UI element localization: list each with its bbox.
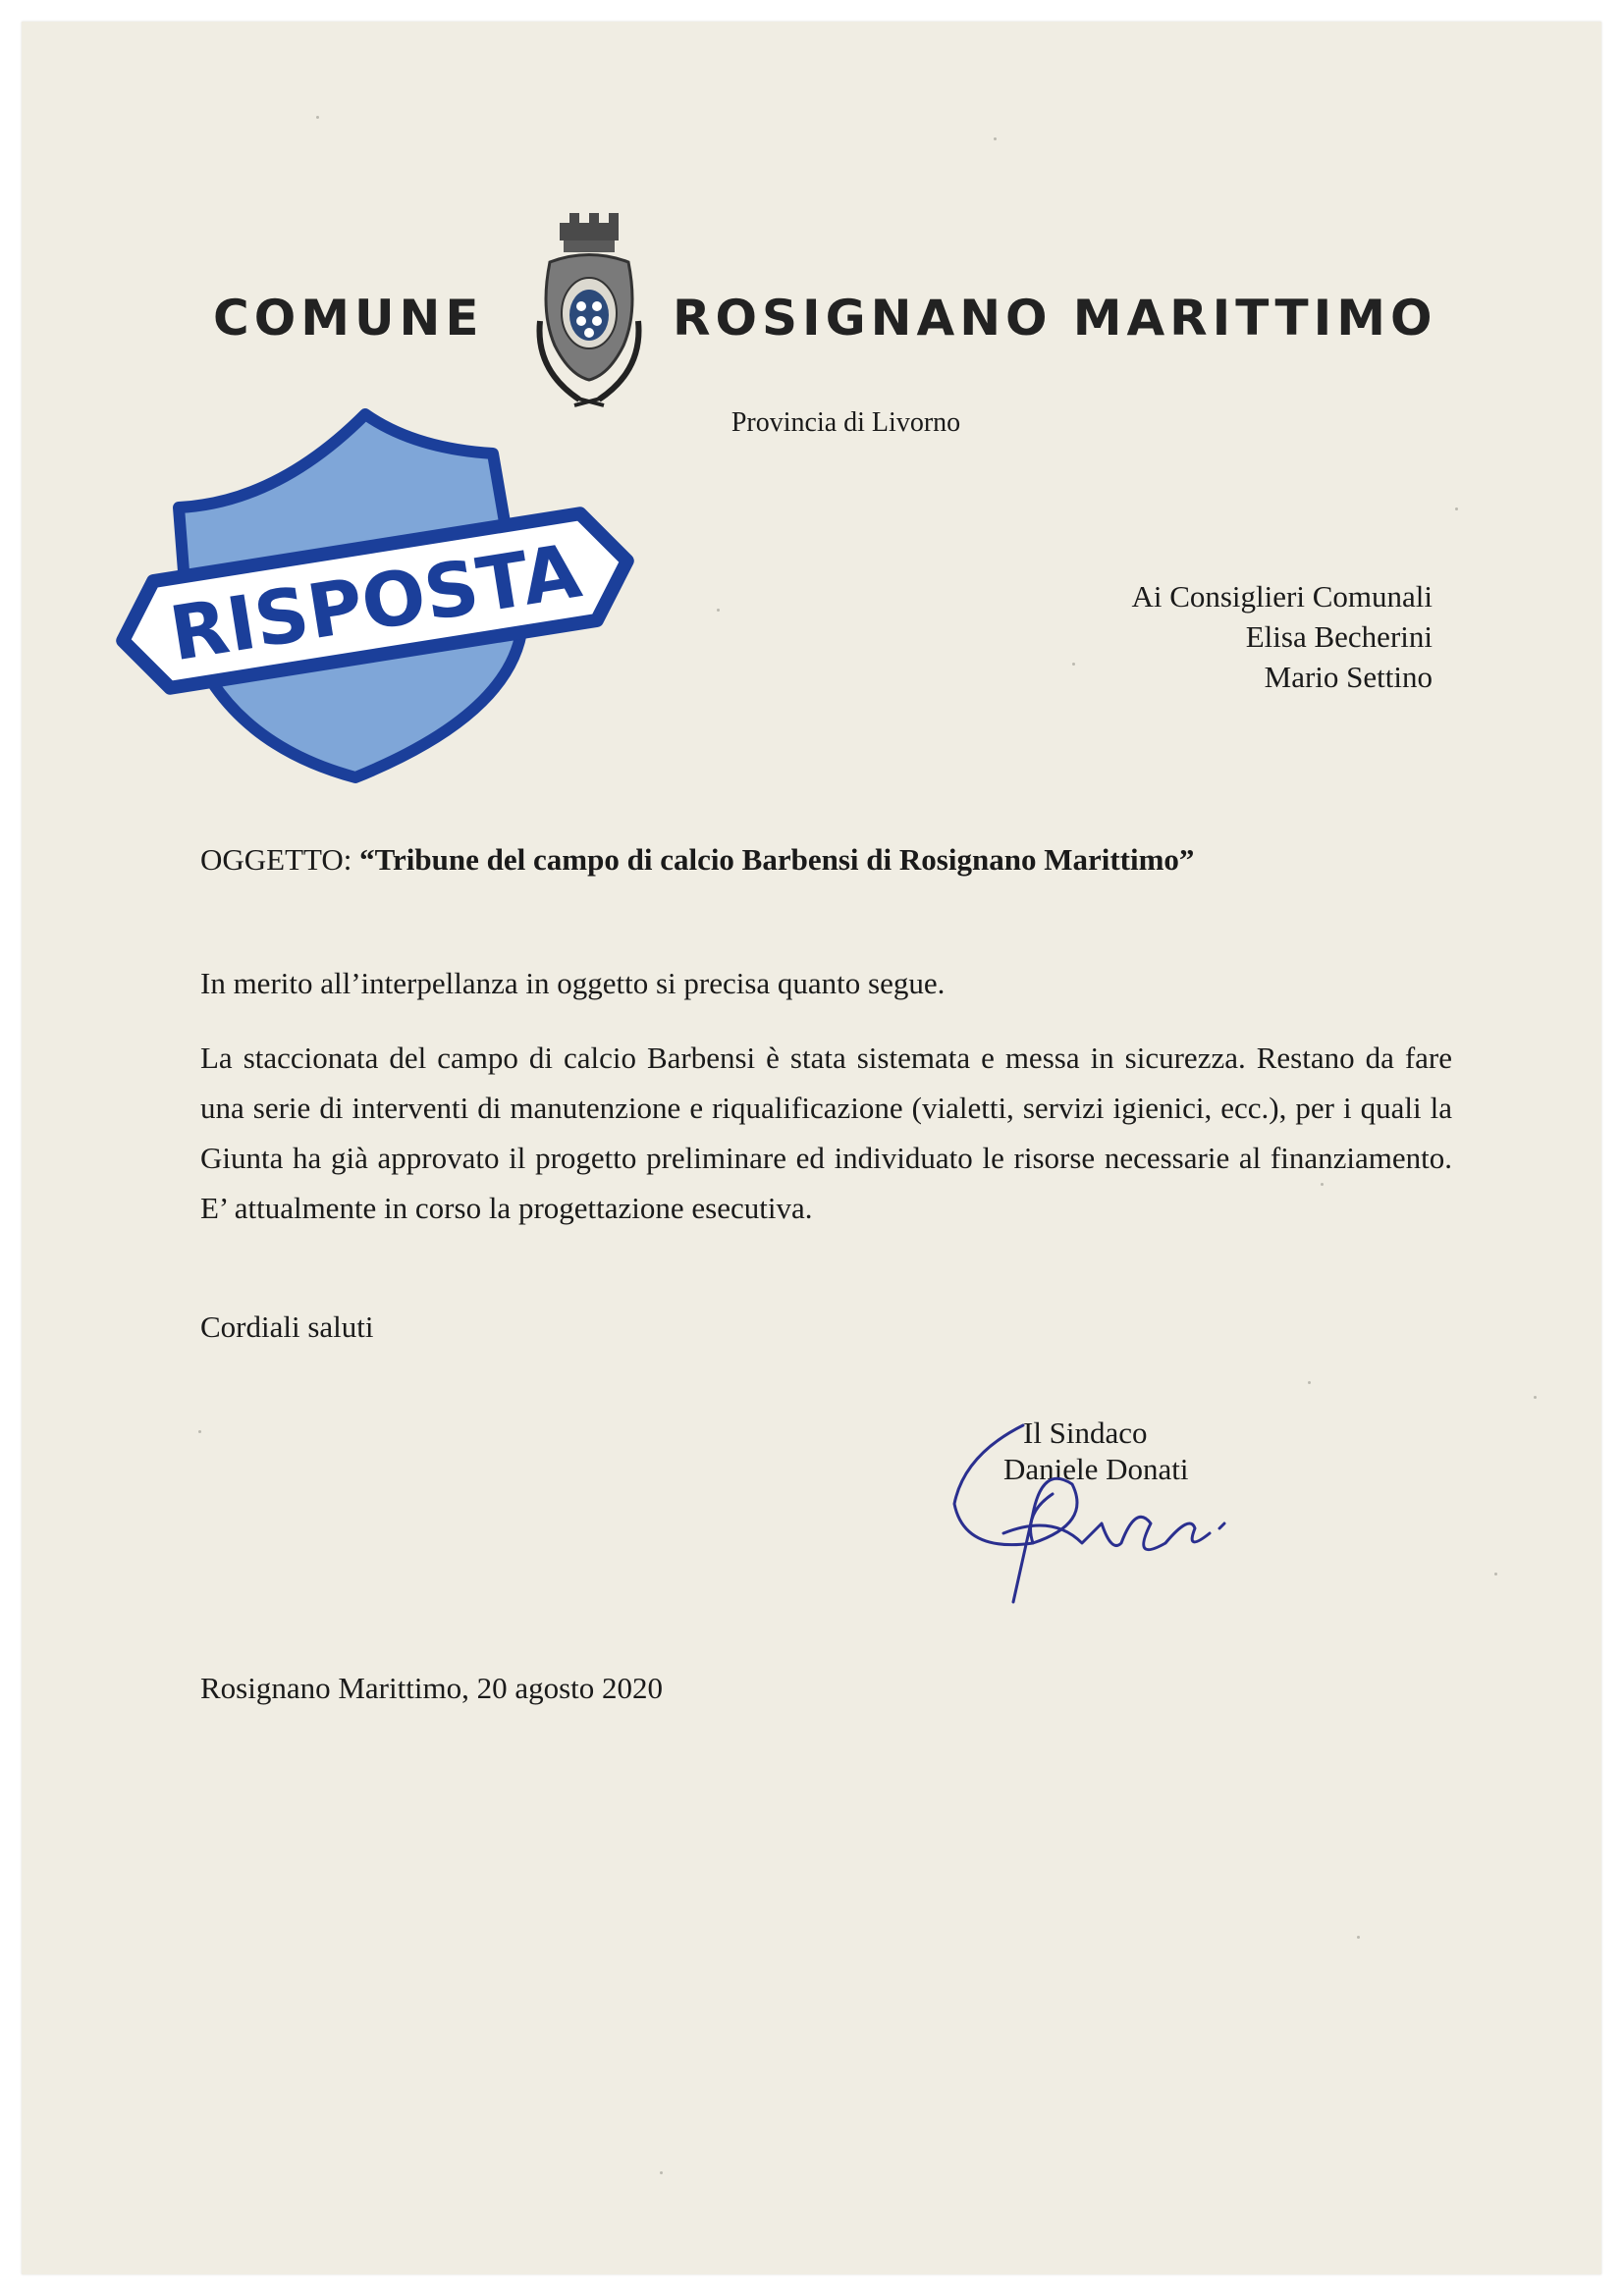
risposta-stamp [81,390,670,802]
paper-speck [660,2171,663,2174]
paper-speck [1357,1936,1360,1939]
recipient-heading: Ai Consiglieri Comunali [1131,579,1433,614]
municipal-crest-icon [520,213,658,409]
paper-speck [994,137,997,140]
recipients-block [1131,576,1433,697]
paper-speck [1534,1396,1537,1399]
letterhead-rosignano-marittimo: ROSIGNANO MARITTIMO [673,290,1437,347]
province-line: Provincia di Livorno [730,407,961,438]
signer-name: Daniele Donati [1003,1452,1189,1486]
subject-label: OGGETTO: [200,842,352,877]
paper-speck [316,116,319,119]
paper-speck [1308,1381,1311,1384]
paper-speck [198,1430,201,1433]
recipient-name: Mario Settino [1264,660,1433,694]
paper-speck [1455,507,1458,510]
recipient-name: Elisa Becherini [1245,619,1433,654]
letterhead-comune: COMUNE [213,290,484,347]
stamp-text: RISPOSTA [164,526,587,678]
signer-role: Il Sindaco [1023,1415,1148,1450]
signature-block [925,1396,1278,1631]
subject-line [200,842,1194,878]
closing-greeting: Cordiali saluti [200,1309,374,1344]
subject-title: “Tribune del campo di calcio Barbensi di Rosignano Marittimo” [359,842,1195,877]
body-paragraph: La staccionata del campo di calcio Barbensi è stata sistemata e messa in sicurezza. Restano da fare una serie di interventi di manutenzione e riqualificazione (vialetti, servizi igienici, ecc.), per i quali la Giunta ha già approvato il progetto preliminare ed individuato le risorse necessarie al finanziamento. E’ attualmente in corso la progettazione esecutiva. [200,1041,1452,1225]
letter-page [22,22,1601,2274]
paper-speck [1072,663,1075,666]
paper-speck [717,609,720,612]
place-and-date: Rosignano Marittimo, 20 agosto 2020 [200,1671,664,1705]
body-paragraph: In merito all’interpellanza in oggetto si precisa quanto segue. [200,966,946,1000]
paper-speck [1494,1573,1497,1575]
letterhead [22,213,1601,409]
handwritten-signature-icon [925,1396,1278,1631]
